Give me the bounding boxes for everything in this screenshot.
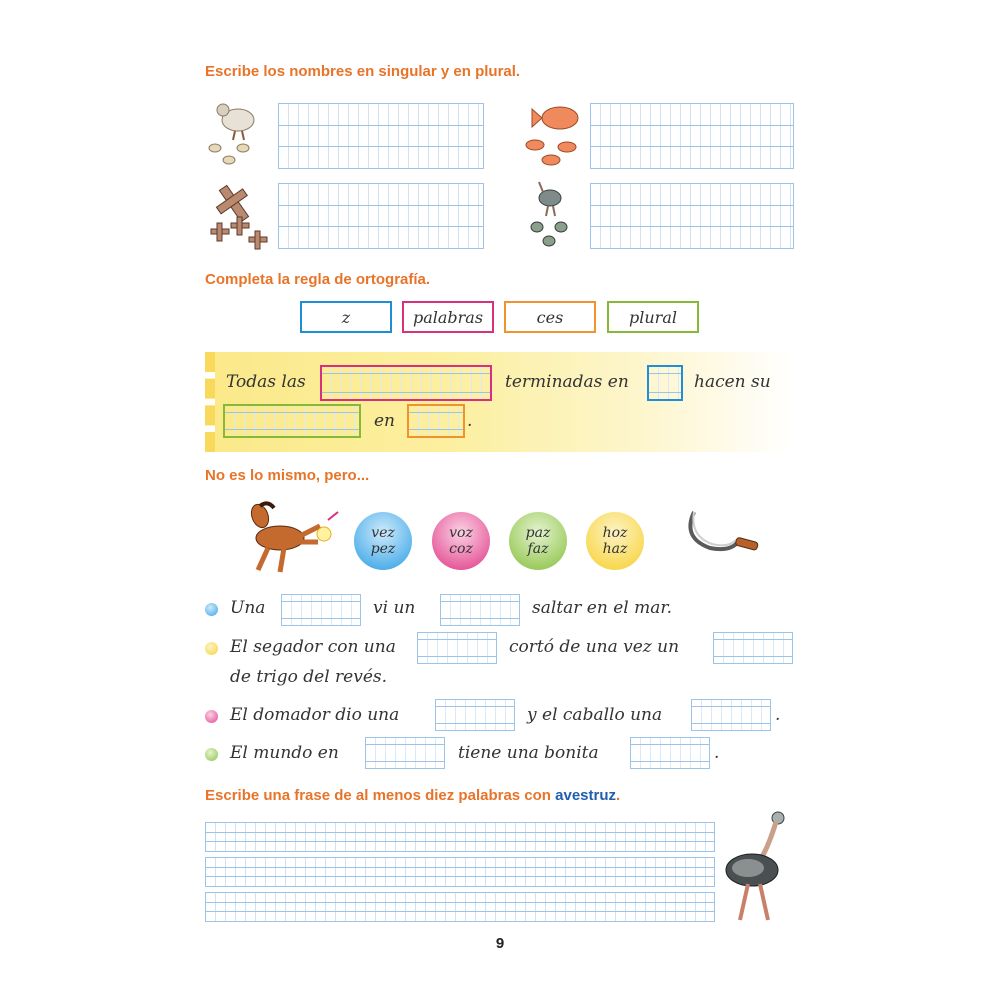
sentence2-part-a: El segador con una xyxy=(230,637,396,657)
rule-text-3: hacen su xyxy=(694,372,771,392)
writing-lines-sentence-3[interactable] xyxy=(205,892,715,922)
sentence1-part-b: vi un xyxy=(373,598,416,618)
rule-text-2: terminadas en xyxy=(505,372,629,392)
word-bank-plural: plural xyxy=(607,301,699,333)
circle-voz: voz xyxy=(449,524,473,541)
rule-blank-z[interactable] xyxy=(647,365,683,401)
sentence1-part-c: saltar en el mar. xyxy=(532,598,673,618)
heading-write-sentence-text: Escribe una frase de al menos diez palabras con xyxy=(205,787,556,804)
ostrich-image xyxy=(720,808,800,926)
rule-text-4: en xyxy=(374,411,396,431)
crosses-image xyxy=(205,183,271,251)
sentence3-blank-1[interactable] xyxy=(435,699,515,731)
rule-text-5: . xyxy=(467,411,473,431)
sentence1-blank-2[interactable] xyxy=(440,594,520,626)
sentence2-part-c: de trigo del revés. xyxy=(230,667,388,687)
page-number: 9 xyxy=(495,935,505,952)
circle-hoz: hoz xyxy=(602,524,628,541)
bullet-pink xyxy=(205,710,218,723)
writing-lines-partridge[interactable] xyxy=(278,103,484,169)
circle-voz-coz xyxy=(432,512,490,570)
circle-faz: faz xyxy=(527,541,549,557)
circle-paz-faz xyxy=(509,512,567,570)
word-bank-palabras: palabras xyxy=(402,301,494,333)
heading-write-sentence-period: . xyxy=(616,787,621,804)
circle-pez: pez xyxy=(370,541,396,557)
sentence2-part-b: cortó de una vez un xyxy=(509,637,680,657)
sentence4-blank-2[interactable] xyxy=(630,737,710,769)
circle-vez: vez xyxy=(371,524,395,541)
sentence2-blank-2[interactable] xyxy=(713,632,793,664)
sickle-image xyxy=(680,508,760,558)
heading-keyword-avestruz: avestruz xyxy=(555,787,617,804)
sentence4-part-c: . xyxy=(714,743,720,763)
heading-spelling-rule: Completa la regla de ortografía. xyxy=(205,271,431,288)
partridge-chicks-image xyxy=(205,100,265,170)
sentence3-part-a: El domador dio una xyxy=(230,705,400,725)
sentence3-part-c: . xyxy=(775,705,781,725)
bullet-yellow xyxy=(205,642,218,655)
bullet-green xyxy=(205,748,218,761)
writing-lines-crosses[interactable] xyxy=(278,183,484,249)
sentence2-blank-1[interactable] xyxy=(417,632,497,664)
writing-lines-sentence-1[interactable] xyxy=(205,822,715,852)
heading-write-sentence xyxy=(205,787,620,804)
writing-lines-sentence-2[interactable] xyxy=(205,857,715,887)
sentence3-blank-2[interactable] xyxy=(691,699,771,731)
rule-blank-ces[interactable] xyxy=(407,404,465,438)
rule-blank-plural[interactable] xyxy=(223,404,361,438)
sentence4-blank-1[interactable] xyxy=(365,737,445,769)
circle-coz: coz xyxy=(449,541,473,557)
word-bank-z: z xyxy=(300,301,392,333)
writing-lines-ostriches[interactable] xyxy=(590,183,794,249)
sentence4-part-b: tiene una bonita xyxy=(458,743,599,763)
rule-text-1: Todas las xyxy=(226,372,306,392)
heading-not-the-same: No es lo mismo, pero... xyxy=(205,467,370,484)
rule-blank-palabras[interactable] xyxy=(320,365,492,401)
circle-haz: haz xyxy=(602,541,628,557)
sentence4-part-a: El mundo en xyxy=(230,743,339,763)
ostriches-image xyxy=(525,180,580,252)
word-bank-ces: ces xyxy=(504,301,596,333)
circle-paz: paz xyxy=(525,524,551,541)
fish-image xyxy=(515,100,585,172)
sentence1-part-a: Una xyxy=(230,598,266,618)
circle-hoz-haz xyxy=(586,512,644,570)
kicking-horse-image xyxy=(230,498,340,578)
circle-vez-pez xyxy=(354,512,412,570)
bullet-blue xyxy=(205,603,218,616)
sentence3-part-b: y el caballo una xyxy=(527,705,663,725)
writing-lines-fish[interactable] xyxy=(590,103,794,169)
sentence1-blank-1[interactable] xyxy=(281,594,361,626)
heading-singular-plural: Escribe los nombres en singular y en plural. xyxy=(205,63,521,80)
